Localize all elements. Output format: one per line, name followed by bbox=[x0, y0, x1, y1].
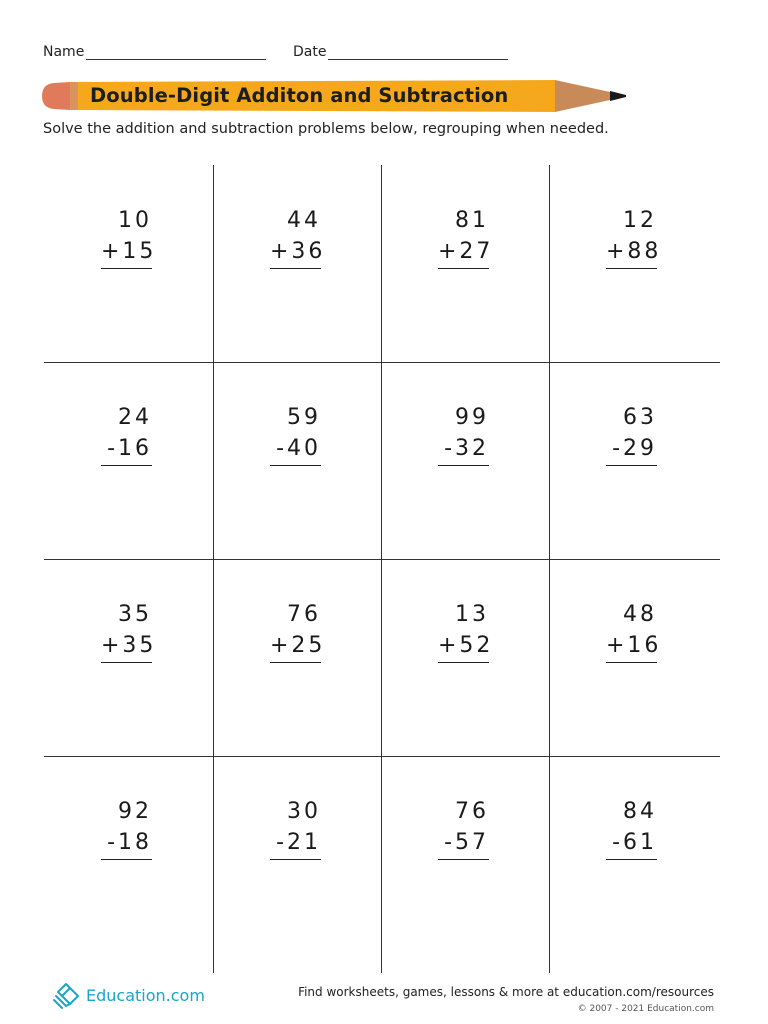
problem-bottom-number: -29 bbox=[606, 433, 657, 466]
problem-bottom-number: +16 bbox=[606, 630, 657, 663]
problem-cell[interactable] bbox=[44, 559, 212, 756]
problem-top-number: 12 bbox=[623, 208, 657, 233]
problem-cell[interactable] bbox=[213, 165, 381, 362]
problem-bottom-number: +35 bbox=[101, 630, 152, 663]
problem-bottom-number: +88 bbox=[606, 236, 657, 269]
problem-top-number: 63 bbox=[623, 405, 657, 430]
problem-top-number: 30 bbox=[287, 799, 321, 824]
title-banner bbox=[40, 78, 630, 114]
education-logo-icon bbox=[52, 980, 82, 1010]
problem-top-number: 59 bbox=[287, 405, 321, 430]
problem-top-number: 76 bbox=[287, 602, 321, 627]
problem-top-number: 81 bbox=[455, 208, 489, 233]
page-title: Double-Digit Additon and Subtraction bbox=[90, 84, 509, 107]
problem-cell[interactable] bbox=[549, 756, 717, 953]
problem-cell[interactable] bbox=[44, 756, 212, 953]
problem-bottom-number: +25 bbox=[270, 630, 321, 663]
problem-top-number: 92 bbox=[118, 799, 152, 824]
problem-top-number: 35 bbox=[118, 602, 152, 627]
brand-name: Education.com bbox=[86, 985, 205, 1005]
problem-bottom-number: +36 bbox=[270, 236, 321, 269]
problem-cell[interactable] bbox=[213, 559, 381, 756]
problem-cell[interactable] bbox=[213, 756, 381, 953]
date-label: Date bbox=[293, 44, 327, 60]
problem-cell[interactable] bbox=[381, 165, 549, 362]
problem-top-number: 84 bbox=[623, 799, 657, 824]
problem-cell[interactable] bbox=[381, 756, 549, 953]
date-field[interactable] bbox=[293, 44, 508, 60]
name-field[interactable] bbox=[43, 44, 266, 60]
problem-bottom-number: -40 bbox=[270, 433, 321, 466]
problem-grid bbox=[44, 165, 720, 973]
problem-top-number: 44 bbox=[287, 208, 321, 233]
problem-top-number: 76 bbox=[455, 799, 489, 824]
problem-cell[interactable] bbox=[44, 362, 212, 559]
education-logo[interactable] bbox=[52, 980, 205, 1010]
problem-top-number: 13 bbox=[455, 602, 489, 627]
problem-cell[interactable] bbox=[381, 362, 549, 559]
problem-top-number: 24 bbox=[118, 405, 152, 430]
problem-bottom-number: -57 bbox=[438, 827, 489, 860]
problem-bottom-number: +27 bbox=[438, 236, 489, 269]
footer-tagline[interactable]: Find worksheets, games, lessons & more at education.com/resources bbox=[298, 985, 714, 999]
problem-cell[interactable] bbox=[44, 165, 212, 362]
problem-bottom-number: +15 bbox=[101, 236, 152, 269]
date-line[interactable] bbox=[328, 47, 508, 60]
problem-bottom-number: -18 bbox=[101, 827, 152, 860]
problem-cell[interactable] bbox=[549, 362, 717, 559]
problem-top-number: 48 bbox=[623, 602, 657, 627]
problem-cell[interactable] bbox=[381, 559, 549, 756]
problem-bottom-number: +52 bbox=[438, 630, 489, 663]
problem-bottom-number: -21 bbox=[270, 827, 321, 860]
problem-top-number: 99 bbox=[455, 405, 489, 430]
problem-bottom-number: -32 bbox=[438, 433, 489, 466]
name-line[interactable] bbox=[86, 47, 266, 60]
problem-bottom-number: -16 bbox=[101, 433, 152, 466]
instructions: Solve the addition and subtraction problems below, regrouping when needed. bbox=[43, 121, 609, 137]
problem-bottom-number: -61 bbox=[606, 827, 657, 860]
problem-cell[interactable] bbox=[549, 559, 717, 756]
footer-copyright: © 2007 - 2021 Education.com bbox=[577, 1004, 714, 1014]
name-label: Name bbox=[43, 44, 85, 60]
problem-cell[interactable] bbox=[213, 362, 381, 559]
problem-cell[interactable] bbox=[549, 165, 717, 362]
problem-top-number: 10 bbox=[118, 208, 152, 233]
